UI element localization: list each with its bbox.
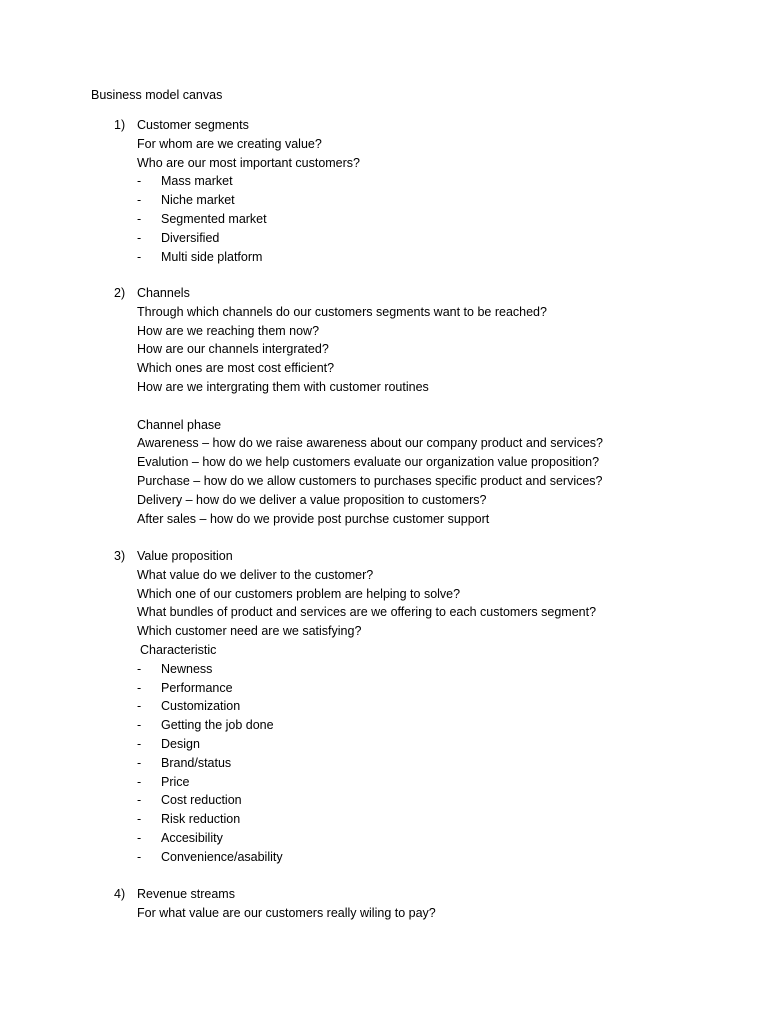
question-line: How are our channels intergrated?: [137, 342, 329, 357]
bullet-marker: -: [137, 830, 142, 845]
list-item: - Cost reduction: [137, 791, 757, 810]
section-heading: Revenue streams: [137, 887, 235, 901]
list-item: - Multi side platform: [137, 248, 757, 267]
section-number: 1): [114, 118, 126, 132]
list-item: - Brand/status: [137, 754, 757, 773]
question-line: How are we reaching them now?: [137, 323, 320, 338]
subheading: Channel phase: [137, 417, 222, 432]
list-item: - Mass market: [137, 172, 757, 191]
bullet-marker: -: [137, 755, 142, 770]
phase-line: Delivery – how do we deliver a value proposition to customers?: [137, 492, 487, 507]
bullet-marker: -: [137, 849, 142, 864]
list-item: - Accesibility: [137, 829, 757, 848]
phase-line: After sales – how do we provide post purchse customer support: [137, 511, 490, 526]
list-item: - Performance: [137, 679, 757, 698]
list-item: - Newness: [137, 660, 757, 679]
bullet-marker: -: [137, 661, 142, 676]
question-line: Who are our most important customers?: [137, 155, 360, 170]
question-line: Which one of our customers problem are helping to solve?: [137, 586, 461, 601]
bullet-marker: -: [137, 249, 142, 264]
section-number: 4): [114, 887, 126, 901]
list-item: - Design: [137, 735, 757, 754]
bullet-marker: -: [137, 230, 142, 245]
bullet-marker: -: [137, 174, 142, 189]
question-line: What bundles of product and services are we offering to each customers segment?: [137, 605, 597, 620]
subheading: Characteristic: [140, 642, 217, 657]
section-number: 3): [114, 549, 126, 563]
phase-line: Evalution – how do we help customers evaluate our organization value proposition?: [137, 455, 600, 470]
bullet-marker: -: [137, 718, 142, 733]
bullet-marker: -: [137, 736, 142, 751]
document-title: Business model canvas: [91, 88, 223, 102]
phase-line: Awareness – how do we raise awareness about our company product and services?: [137, 436, 604, 451]
list-item: - Diversified: [137, 229, 757, 248]
section-number: 2): [114, 286, 126, 300]
bullet-marker: -: [137, 680, 142, 695]
section-heading: Channels: [137, 286, 190, 300]
list-item: - Customization: [137, 697, 757, 716]
question-line: Which customer need are we satisfying?: [137, 624, 362, 639]
section-heading: Customer segments: [137, 118, 249, 132]
bullet-marker: -: [137, 774, 142, 789]
question-line: How are we intergrating them with customer routines: [137, 379, 429, 394]
question-line: Which ones are most cost efficient?: [137, 361, 335, 376]
question-line: Through which channels do our customers segments want to be reached?: [137, 304, 547, 319]
question-line: For what value are our customers really wiling to pay?: [137, 905, 436, 920]
question-line: For whom are we creating value?: [137, 136, 322, 151]
phase-line: Purchase – how do we allow customers to purchases specific product and services?: [137, 473, 603, 488]
list-item: - Getting the job done: [137, 716, 757, 735]
list-item: - Segmented market: [137, 210, 757, 229]
spacer: [137, 397, 757, 416]
question-line: What value do we deliver to the customer?: [137, 567, 374, 582]
list-item: - Price: [137, 773, 757, 792]
bullet-marker: -: [137, 193, 142, 208]
bullet-marker: -: [137, 211, 142, 226]
section-heading: Value proposition: [137, 549, 233, 563]
bullet-marker: -: [137, 812, 142, 827]
list-item: - Niche market: [137, 191, 757, 210]
bullet-marker: -: [137, 699, 142, 714]
list-item: - Risk reduction: [137, 810, 757, 829]
list-item: - Convenience/asability: [137, 848, 757, 867]
bullet-marker: -: [137, 793, 142, 808]
